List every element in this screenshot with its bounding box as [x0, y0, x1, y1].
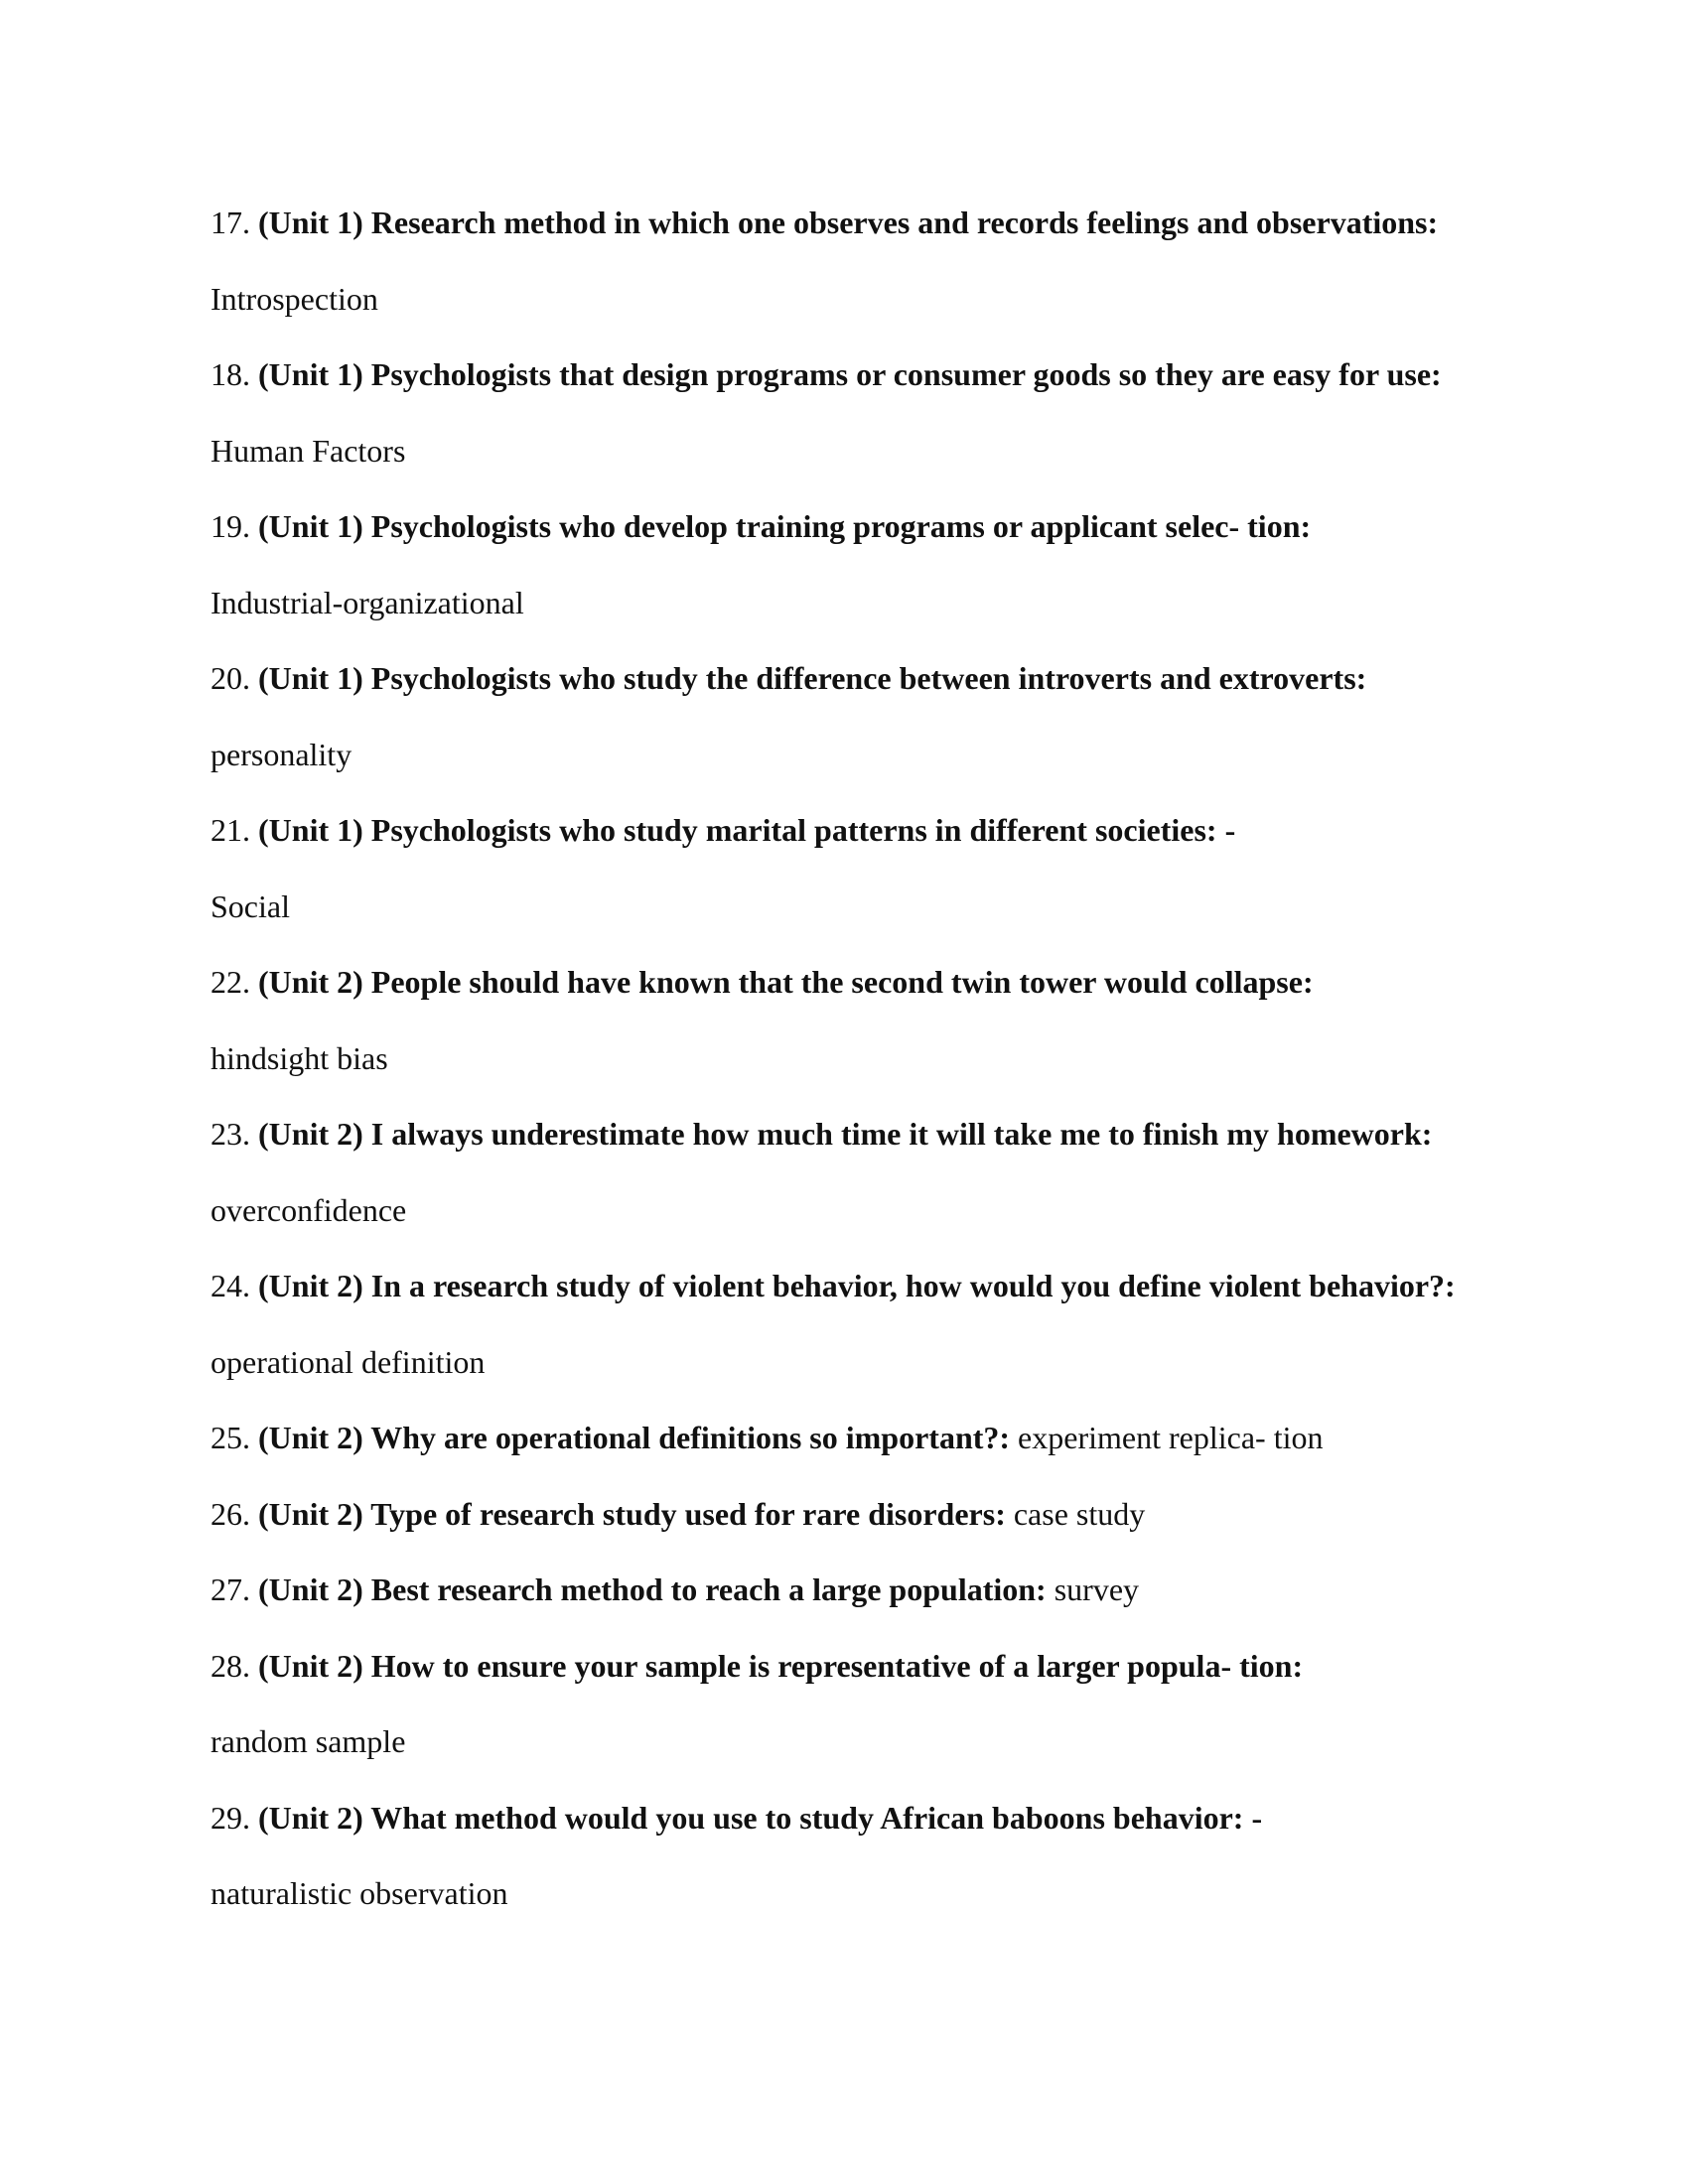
question-item-24: [211, 1248, 1531, 1400]
item-number: 25.: [211, 1420, 250, 1455]
item-number: 28.: [211, 1647, 250, 1684]
question-item-25: [211, 1400, 1531, 1476]
question-text: (Unit 2) In a research study of violent behavior, how would you define violent behavior?:: [258, 1268, 1456, 1303]
answer-text: Industrial-organizational: [211, 584, 524, 620]
question-text: (Unit 2) People should have known that the second twin tower would collapse:: [258, 964, 1314, 1000]
item-number: 26.: [211, 1495, 250, 1532]
question-text: (Unit 2) Best research method to reach a large population:: [258, 1571, 1047, 1607]
question-text: (Unit 1) Psychologists that design programs or consumer goods so they are easy for use:: [258, 356, 1442, 392]
answer-text: Human Factors: [211, 432, 406, 469]
question-text: (Unit 1) Psychologists who study the difference between introverts and extroverts:: [258, 660, 1367, 696]
answer-text: case study: [1013, 1495, 1146, 1532]
answer-text: personality: [211, 736, 352, 772]
question-item-26: [211, 1476, 1531, 1553]
answer-text: hindsight bias: [211, 1039, 388, 1076]
answer-text: operational definition: [211, 1343, 486, 1380]
question-item-19: [211, 488, 1531, 640]
question-item-28: [211, 1628, 1531, 1780]
question-item-22: [211, 944, 1531, 1096]
item-number: 23.: [211, 1116, 250, 1152]
question-text: (Unit 1) Psychologists who develop training programs or applicant selec- tion:: [258, 508, 1312, 544]
answer-text: overconfidence: [211, 1191, 407, 1228]
question-text: (Unit 2) I always underestimate how much time it will take me to finish my homework:: [258, 1116, 1433, 1152]
question-text: (Unit 1) Psychologists who study marital patterns in different societies: -: [258, 812, 1236, 848]
item-number: 22.: [211, 964, 250, 1000]
question-text: (Unit 2) Why are operational definitions so important?:: [258, 1420, 1011, 1455]
item-number: 27.: [211, 1571, 250, 1607]
question-item-29: [211, 1780, 1531, 1932]
item-number: 18.: [211, 356, 250, 392]
answer-text: Introspection: [211, 280, 378, 317]
answer-text: survey: [1054, 1571, 1140, 1607]
item-number: 21.: [211, 812, 250, 848]
item-number: 19.: [211, 508, 250, 544]
question-text: (Unit 1) Research method in which one observes and records feelings and observations:: [258, 205, 1439, 240]
question-item-17: [211, 185, 1531, 337]
question-text: (Unit 2) How to ensure your sample is representative of a larger popula- tion:: [258, 1647, 1304, 1684]
question-text: (Unit 2) What method would you use to study African baboons behavior: -: [258, 1799, 1263, 1836]
item-number: 17.: [211, 205, 250, 240]
item-number: 29.: [211, 1799, 250, 1836]
item-number: 24.: [211, 1268, 250, 1303]
question-text: (Unit 2) Type of research study used for rare disorders:: [258, 1495, 1006, 1532]
answer-text: Social: [211, 887, 290, 924]
question-item-21: [211, 792, 1531, 944]
question-item-23: [211, 1096, 1531, 1248]
answer-text: naturalistic observation: [211, 1875, 508, 1911]
question-item-18: [211, 337, 1531, 488]
question-item-27: [211, 1552, 1531, 1628]
question-item-20: [211, 640, 1531, 792]
answer-text: random sample: [211, 1723, 406, 1759]
answer-text: experiment replica- tion: [1018, 1420, 1324, 1455]
document-page: [211, 185, 1531, 1932]
item-number: 20.: [211, 660, 250, 696]
